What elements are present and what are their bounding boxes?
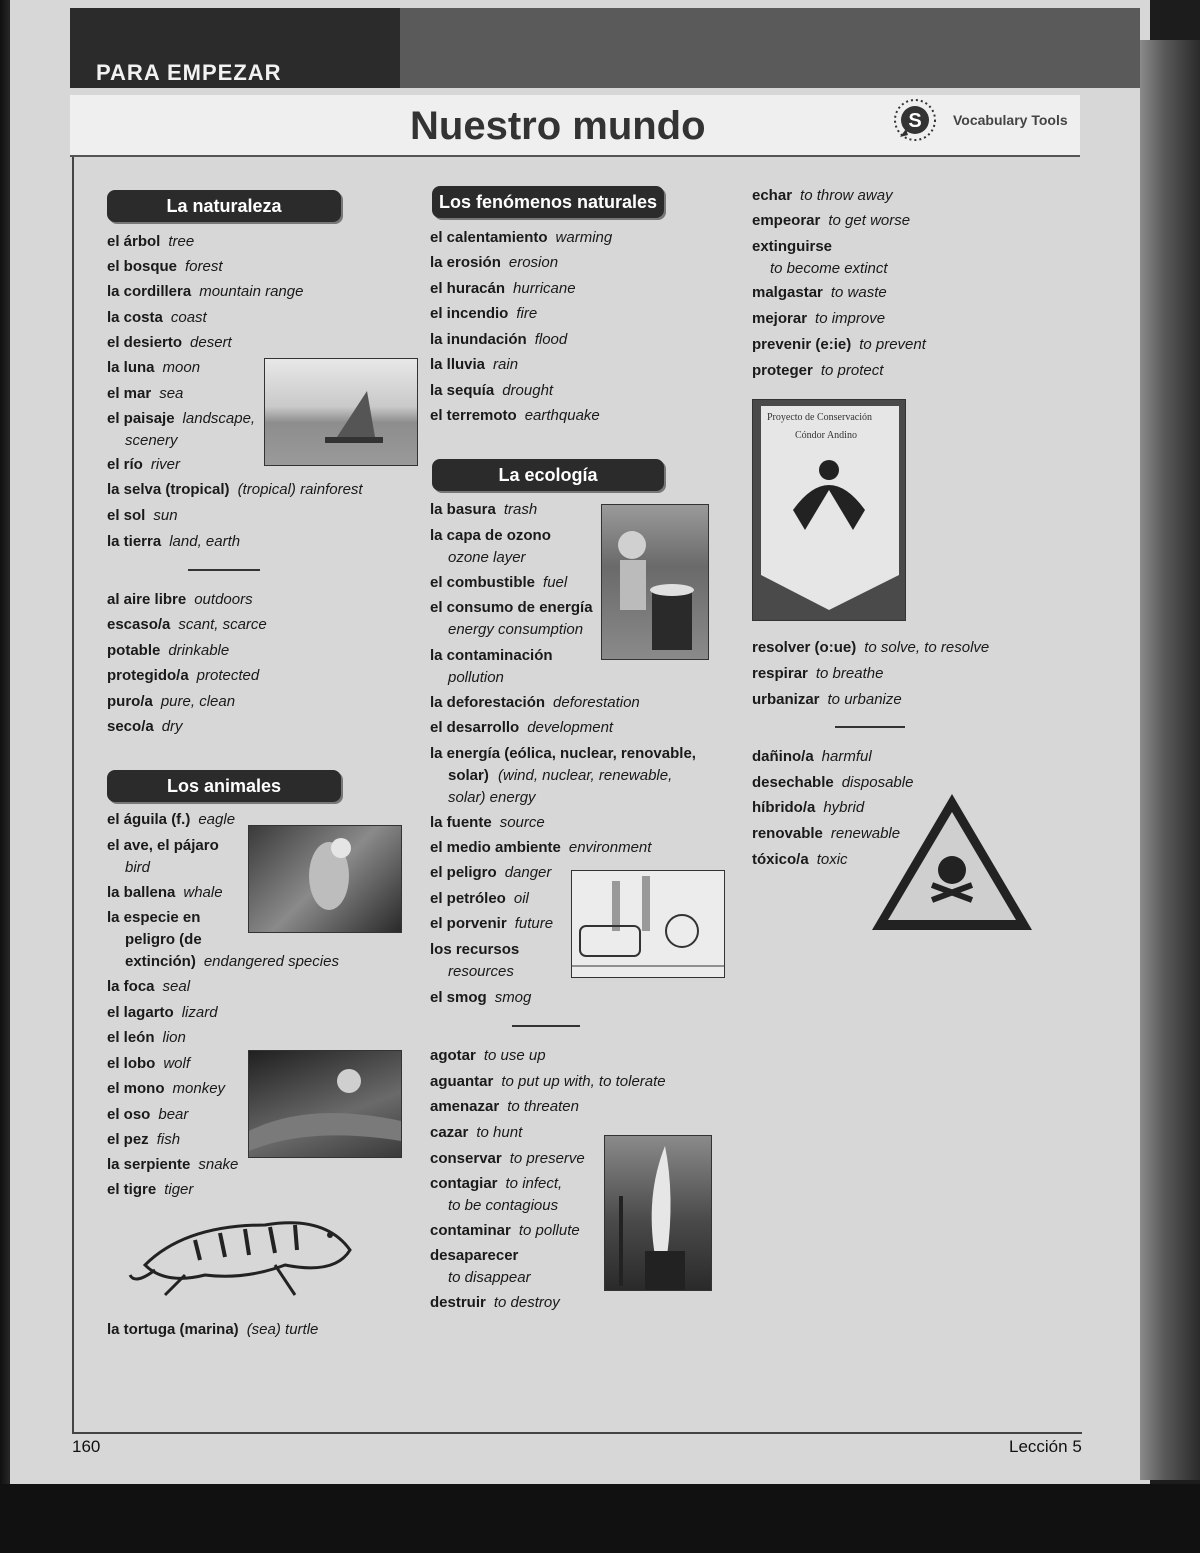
english-translation: to protect [820, 362, 884, 379]
list-item [430, 354, 518, 376]
list-item [430, 1071, 666, 1093]
english-translation: to urbanize [827, 691, 902, 708]
english-translation: hurricane [513, 280, 576, 297]
spanish-term: echar [752, 187, 793, 204]
list-item [430, 380, 553, 402]
page-title: Nuestro mundo [410, 104, 706, 148]
spanish-term: la basura [430, 501, 496, 518]
list-item [107, 809, 235, 831]
spanish-term: protegido/a [107, 667, 189, 684]
list-item [430, 405, 600, 427]
spanish-term: agotar [430, 1047, 476, 1064]
list-item [430, 572, 567, 594]
english-translation: pollution [448, 669, 504, 686]
list-item [107, 1027, 186, 1049]
english-translation: solar) energy [448, 789, 536, 806]
spanish-term: el oso [107, 1106, 151, 1123]
english-translation: drought [502, 382, 554, 399]
section-label: PARA EMPEZAR [96, 60, 282, 85]
english-translation: deforestation [553, 694, 640, 711]
english-translation: monkey [172, 1080, 226, 1097]
english-translation: to get worse [828, 212, 911, 229]
spanish-term: la sequía [430, 382, 495, 399]
english-translation: resources [448, 963, 514, 980]
list-item [107, 1104, 188, 1126]
english-translation: land, earth [169, 533, 241, 550]
english-translation: to disappear [448, 1269, 531, 1286]
lesson-label: Lección 5 [1009, 1437, 1082, 1456]
spanish-term: dañino/a [752, 748, 814, 765]
list-item [430, 1292, 560, 1314]
english-translation: to use up [483, 1047, 546, 1064]
english-translation: sea [159, 385, 184, 402]
list-item [107, 1129, 180, 1151]
list-item [430, 743, 696, 809]
spanish-term: urbanizar [752, 691, 820, 708]
recycling-girl-photo [601, 504, 709, 660]
spanish-term: cazar [430, 1124, 469, 1141]
spanish-term: la deforestación [430, 694, 546, 711]
spanish-term: el ave, el pájaro [107, 837, 219, 854]
list-item [430, 329, 567, 351]
list-item [107, 307, 207, 329]
english-translation: mountain range [199, 283, 304, 300]
list-item [107, 479, 363, 501]
list-item [430, 1148, 585, 1170]
spanish-term: la serpiente [107, 1156, 191, 1173]
spanish-term: híbrido/a [752, 799, 816, 816]
spanish-term: la contaminación [430, 647, 553, 664]
list-item [430, 717, 613, 739]
english-translation: (wind, nuclear, renewable, [498, 767, 673, 784]
list-item [107, 281, 303, 303]
spanish-term: el tigre [107, 1181, 157, 1198]
spanish-term: los recursos [430, 941, 520, 958]
english-translation: pure, clean [160, 693, 236, 710]
list-item [107, 665, 259, 687]
english-translation: lion [162, 1029, 186, 1046]
english-translation: oil [513, 890, 529, 907]
list-item [107, 505, 178, 527]
spanish-term: la lluvia [430, 356, 486, 373]
list-item [107, 835, 219, 879]
english-translation: desert [190, 334, 232, 351]
list-item [752, 637, 989, 659]
list-item [107, 531, 240, 553]
list-item [107, 614, 267, 636]
spanish-term: la cordillera [107, 283, 192, 300]
english-translation: dry [161, 718, 183, 735]
spanish-term: el río [107, 456, 143, 473]
spanish-term-continued: peligro (de [125, 931, 202, 948]
english-translation: future [514, 915, 554, 932]
spanish-term: el smog [430, 989, 487, 1006]
english-translation: to throw away [800, 187, 893, 204]
list-item [430, 812, 545, 834]
english-translation: (tropical) rainforest [237, 481, 363, 498]
list-item [107, 231, 194, 253]
list-item [752, 334, 926, 356]
spanish-term: la luna [107, 359, 155, 376]
list-item [752, 282, 887, 304]
spanish-term: la tierra [107, 533, 162, 550]
list-item [107, 332, 232, 354]
spanish-term: el incendio [430, 305, 509, 322]
spanish-term: el mar [107, 385, 152, 402]
list-item [752, 797, 864, 819]
list-item [752, 236, 888, 280]
english-translation: bird [125, 859, 151, 876]
spanish-term: tóxico/a [752, 851, 809, 868]
list-item [752, 308, 885, 330]
spanish-term: el mono [107, 1080, 165, 1097]
list-item [107, 383, 183, 405]
list-item [430, 692, 640, 714]
list-item [430, 252, 558, 274]
spanish-term: el peligro [430, 864, 497, 881]
english-translation: tiger [164, 1181, 194, 1198]
girl-with-trash-can-illustration [602, 505, 708, 659]
smog-cartoon-illustration [572, 871, 724, 977]
english-translation: smog [494, 989, 532, 1006]
vocabulary-tools-icon[interactable] [892, 97, 938, 143]
list-item [430, 862, 551, 884]
condor-sign-photo [752, 399, 906, 621]
spanish-term: el porvenir [430, 915, 507, 932]
list-item [752, 849, 848, 871]
english-translation: fuel [543, 574, 568, 591]
english-translation: fire [516, 305, 538, 322]
spanish-term: el medio ambiente [430, 839, 561, 856]
english-translation: trash [503, 501, 538, 518]
list-item [430, 645, 553, 689]
spanish-term: la capa de ozono [430, 527, 551, 544]
english-translation: endangered species [203, 953, 339, 970]
english-translation: to destroy [493, 1294, 560, 1311]
english-translation: disposable [841, 774, 914, 791]
list-item [752, 210, 910, 232]
english-translation: source [499, 814, 545, 831]
english-translation: wolf [163, 1055, 191, 1072]
english-translation: erosion [508, 254, 559, 271]
english-translation: sun [153, 507, 178, 524]
english-translation: coast [170, 309, 207, 326]
list-item [430, 1220, 580, 1242]
spanish-term: el consumo de energía [430, 599, 593, 616]
english-translation: moon [162, 359, 201, 376]
list-item [107, 640, 229, 662]
english-translation: development [527, 719, 614, 736]
spanish-term: la fuente [430, 814, 492, 831]
english-translation: tree [168, 233, 195, 250]
list-item [752, 689, 902, 711]
list-item [107, 1002, 218, 1024]
section-banner-extension [400, 8, 1140, 88]
list-item [107, 1053, 190, 1075]
spanish-term: aguantar [430, 1073, 494, 1090]
english-translation: environment [568, 839, 652, 856]
spanish-term-continued: extinción) [125, 953, 196, 970]
list-item [107, 256, 223, 278]
spanish-term: la erosión [430, 254, 501, 271]
page-bottom-edge [0, 1484, 1200, 1553]
heading-fenomenos-naturales: Los fenómenos naturales [432, 186, 664, 218]
smog-cartoon [571, 870, 725, 978]
spanish-term: el desierto [107, 334, 183, 351]
spanish-term: desechable [752, 774, 834, 791]
list-item [107, 882, 223, 904]
heading-los-animales: Los animales [107, 770, 341, 802]
list-item [430, 525, 551, 569]
spanish-term: seco/a [107, 718, 154, 735]
english-translation: renewable [830, 825, 901, 842]
spanish-term: empeorar [752, 212, 821, 229]
spanish-term-continued: solar) [448, 767, 489, 784]
english-translation: fish [156, 1131, 181, 1148]
english-translation: to infect, [505, 1175, 563, 1192]
spanish-term: el lobo [107, 1055, 156, 1072]
entry-line [125, 951, 339, 973]
cooling-tower-illustration [605, 1136, 711, 1290]
spanish-term: al aire libre [107, 591, 187, 608]
list-item [430, 939, 519, 983]
spanish-term: el petróleo [430, 890, 506, 907]
english-translation: to prevent [859, 336, 926, 353]
list-item [107, 357, 200, 379]
list-item [752, 360, 883, 382]
english-translation: flood [534, 331, 568, 348]
spanish-term: conservar [430, 1150, 502, 1167]
english-translation: toxic [816, 851, 848, 868]
list-item [752, 185, 893, 207]
spanish-term: el huracán [430, 280, 506, 297]
spanish-term: el águila (f.) [107, 811, 191, 828]
list-item [107, 976, 190, 998]
english-translation: to put up with, to tolerate [501, 1073, 666, 1090]
english-translation: forest [185, 258, 223, 275]
spanish-term: contaminar [430, 1222, 511, 1239]
list-item [430, 1173, 562, 1217]
english-translation: to hunt [476, 1124, 523, 1141]
list-item [107, 1078, 225, 1100]
spanish-term: respirar [752, 665, 808, 682]
list-item [107, 691, 235, 713]
heading-la-naturaleza: La naturaleza [107, 190, 341, 222]
english-translation: warming [555, 229, 613, 246]
spanish-term: la energía (eólica, nuclear, renovable, [430, 745, 696, 762]
list-item [430, 1096, 579, 1118]
english-translation: hybrid [823, 799, 865, 816]
spanish-term: amenazar [430, 1098, 500, 1115]
heading-la-ecologia: La ecología [432, 459, 664, 491]
monkey-illustration [249, 1051, 401, 1157]
list-item [430, 1245, 531, 1289]
list-item [107, 716, 183, 738]
english-translation: whale [183, 884, 223, 901]
list-item [430, 1122, 522, 1144]
english-translation: to breathe [815, 665, 884, 682]
parrot-illustration [249, 826, 401, 932]
english-translation: eagle [198, 811, 236, 828]
spanish-term: el terremoto [430, 407, 517, 424]
english-translation: scant, scarce [178, 616, 267, 633]
power-plant-photo [604, 1135, 712, 1291]
english-translation: to improve [815, 310, 886, 327]
spanish-term: potable [107, 642, 161, 659]
english-translation: scenery [125, 432, 178, 449]
english-translation: to waste [830, 284, 887, 301]
spanish-term: puro/a [107, 693, 153, 710]
english-translation: rain [493, 356, 519, 373]
spanish-term: destruir [430, 1294, 486, 1311]
english-translation: harmful [821, 748, 872, 765]
spanish-term: mejorar [752, 310, 808, 327]
spanish-term: el león [107, 1029, 155, 1046]
spanish-term: el sol [107, 507, 146, 524]
spanish-term: desaparecer [430, 1247, 519, 1264]
spanish-term: resolver (o:ue) [752, 639, 857, 656]
english-translation: to pollute [518, 1222, 580, 1239]
english-translation: energy consumption [448, 621, 584, 638]
spanish-term: proteger [752, 362, 813, 379]
english-translation: to threaten [507, 1098, 579, 1115]
spanish-term: la ballena [107, 884, 176, 901]
spanish-term: malgastar [752, 284, 823, 301]
spanish-term: renovable [752, 825, 823, 842]
tiger-drawing [125, 1195, 365, 1305]
list-item [430, 888, 529, 910]
list-item [107, 1154, 238, 1176]
list-item: la tortuga (marina) (sea) turtle [107, 1321, 319, 1338]
spanish-term: extinguirse [752, 238, 833, 255]
spanish-term: la selva (tropical) [107, 481, 230, 498]
vocabulary-tools-link[interactable]: Vocabulary Tools [953, 112, 1068, 128]
english-translation: seal [162, 978, 191, 995]
sailboat-photo [264, 358, 418, 466]
list-item [752, 663, 883, 685]
spanish-term: el pez [107, 1131, 149, 1148]
spanish-term: el calentamiento [430, 229, 548, 246]
english-translation: to solve, to resolve [864, 639, 990, 656]
english-translation: snake [198, 1156, 239, 1173]
list-item [430, 837, 651, 859]
divider [512, 1025, 580, 1027]
spanish-term: el lagarto [107, 1004, 174, 1021]
list-item [430, 227, 612, 249]
spanish-term: el bosque [107, 258, 178, 275]
spanish-term: la inundación [430, 331, 527, 348]
english-translation: to become extinct [770, 260, 888, 277]
english-translation: outdoors [194, 591, 253, 608]
spanish-term: la foca [107, 978, 155, 995]
spanish-term: el combustible [430, 574, 536, 591]
list-item [752, 746, 872, 768]
english-translation: river [150, 456, 181, 473]
divider [188, 569, 260, 571]
list-item [430, 1045, 546, 1067]
list-item [430, 913, 553, 935]
spanish-term: contagiar [430, 1175, 498, 1192]
english-translation: to preserve [509, 1150, 585, 1167]
divider [835, 726, 905, 728]
parrot-photo [248, 825, 402, 933]
list-item [107, 454, 180, 476]
list-item [430, 597, 593, 641]
english-translation: earthquake [524, 407, 600, 424]
toxic-warning-sign [870, 790, 1035, 935]
spanish-term: la costa [107, 309, 163, 326]
english-translation: ozone layer [448, 549, 526, 566]
english-translation: lizard [181, 1004, 218, 1021]
book-page-right-edge [1140, 40, 1200, 1480]
english-translation: danger [504, 864, 552, 881]
english-translation: bear [158, 1106, 189, 1123]
sign-text-line2: Cóndor Andino [795, 430, 857, 441]
english-translation: to be contagious [448, 1197, 559, 1214]
monkey-photo [248, 1050, 402, 1158]
sign-text-line1: Proyecto de Conservación [767, 412, 872, 423]
english-translation: drinkable [168, 642, 230, 659]
spanish-term: la especie en [107, 909, 201, 926]
spanish-term: el árbol [107, 233, 161, 250]
english-translation: landscape, [182, 410, 256, 427]
list-item [430, 303, 537, 325]
english-translation: protected [196, 667, 260, 684]
spanish-term: el desarrollo [430, 719, 520, 736]
list-item [107, 589, 253, 611]
list-item [430, 278, 576, 300]
spanish-term: escaso/a [107, 616, 171, 633]
svg-text:S: S [908, 110, 922, 132]
page-number: 160 [72, 1437, 101, 1456]
list-item [430, 987, 531, 1009]
spanish-term: el paisaje [107, 410, 175, 427]
spanish-term: prevenir (e:ie) [752, 336, 852, 353]
sailboat-illustration [265, 359, 417, 465]
list-item [430, 499, 537, 521]
list-item [107, 408, 255, 452]
